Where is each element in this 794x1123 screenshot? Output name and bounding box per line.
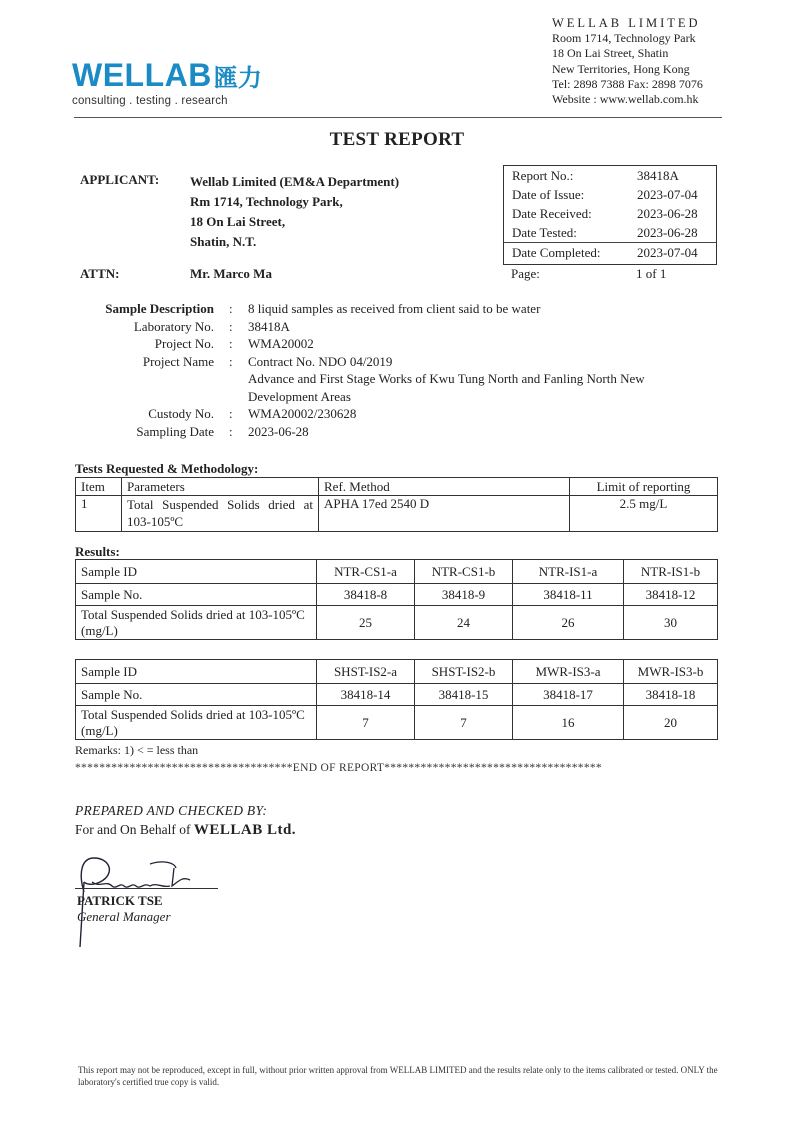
sampling-date-label: Sampling Date [136, 423, 214, 439]
table-row [76, 560, 718, 584]
method-cell: APHA 17ed 2540 D [319, 496, 570, 532]
applicant-label: APPLICANT: [80, 172, 160, 187]
date-issue-row [504, 187, 716, 206]
parameter-cell: Total Suspended Solids dried at 103-105ºC [122, 496, 319, 532]
sample-no-cell: 38418-18 [624, 684, 718, 706]
project-no-label: Project No. [154, 336, 214, 351]
table-row [76, 660, 718, 684]
result-value-cell: 30 [624, 606, 718, 640]
signatory-name: PATRICK TSE [77, 893, 163, 908]
sample-no-cell: 38418-8 [317, 584, 415, 606]
date-received-row [504, 206, 716, 225]
row-label: Sample No. [76, 584, 317, 606]
address-line: New Territories, Hong Kong [552, 61, 690, 76]
company-name: WELLAB LIMITED [552, 16, 701, 30]
date-completed-label: Date Completed: [512, 245, 601, 260]
signature-line [75, 888, 218, 889]
colon: : [229, 353, 233, 369]
date-issue-value: 2023-07-04 [637, 187, 698, 202]
custody-no-value: WMA20002/230628 [248, 406, 357, 421]
table-header-row [76, 478, 718, 496]
page-value: 1 of 1 [636, 266, 667, 281]
sample-id-cell: SHST-IS2-b [415, 660, 513, 684]
date-completed-row [504, 245, 716, 264]
report-box-divider [504, 242, 716, 243]
row-label: Sample ID [76, 660, 317, 684]
result-value-cell: 16 [513, 706, 624, 740]
applicant-line: 18 On Lai Street, [190, 214, 286, 229]
result-value-cell: 7 [415, 706, 513, 740]
prepared-by-label: PREPARED AND CHECKED BY: [75, 803, 268, 818]
results-table-2 [75, 659, 718, 740]
date-issue-label: Date of Issue: [512, 187, 585, 202]
results-heading: Results: [75, 544, 120, 559]
project-name-line: Advance and First Stage Works of Kwu Tung North and Fanling North New [248, 371, 645, 386]
header-parameters: Parameters [122, 478, 319, 496]
on-behalf-line [75, 822, 296, 839]
table-row [76, 584, 718, 606]
logo-wordmark: WELLAB [72, 57, 212, 93]
sample-no-cell: 38418-12 [624, 584, 718, 606]
lab-no-label: Laboratory No. [133, 318, 214, 334]
sample-desc-label: Sample Description [105, 301, 214, 316]
sample-no-cell: 38418-9 [415, 584, 513, 606]
applicant-line: Wellab Limited (EM&A Department) [190, 174, 400, 189]
address-line: Website : www.wellab.com.hk [552, 92, 699, 107]
result-value-cell: 24 [415, 606, 513, 640]
results-table-1 [75, 559, 718, 640]
company-address [552, 16, 703, 107]
logo-chinese: 匯力 [213, 64, 262, 92]
report-no-label: Report No.: [512, 168, 574, 183]
sample-id-cell: NTR-IS1-b [624, 560, 718, 584]
project-no-value: WMA20002 [248, 336, 314, 351]
header-limit: Limit of reporting [570, 478, 718, 496]
colon: : [229, 301, 233, 316]
colon: : [229, 318, 233, 334]
date-received-label: Date Received: [512, 206, 592, 221]
header-divider [74, 117, 722, 118]
on-behalf-company: WELLAB Ltd. [193, 822, 297, 838]
row-label: Total Suspended Solids dried at 103-105ºC (mg/L) [76, 606, 317, 640]
company-logo [72, 58, 262, 107]
signatory-title: General Manager [77, 909, 171, 924]
table-row [76, 496, 718, 532]
remarks: Remarks: 1) < = less than [75, 743, 199, 757]
result-value-cell: 26 [513, 606, 624, 640]
report-no-value: 38418A [637, 168, 679, 183]
footer-disclaimer: This report may not be reproduced, except in full, without prior written approval from WELLAB LIMITED and the results relate only to the items calibrated or tested. ONLY the laboratory's certified true copy is valid. [78, 1065, 718, 1087]
project-name-line: Development Areas [248, 388, 351, 404]
sampling-date-value: 2023-06-28 [248, 423, 309, 439]
table-row [76, 706, 718, 740]
colon: : [229, 336, 233, 351]
sample-no-cell: 38418-17 [513, 684, 624, 706]
page-label: Page: [511, 266, 540, 281]
address-line: 18 On Lai Street, Shatin [552, 46, 669, 61]
applicant-line: Rm 1714, Technology Park, [190, 194, 343, 209]
report-info-box [503, 165, 717, 265]
sample-details [0, 300, 794, 440]
sample-id-cell: NTR-CS1-a [317, 560, 415, 584]
custody-no-label: Custody No. [148, 406, 214, 421]
colon: : [229, 423, 233, 439]
sample-id-cell: SHST-IS2-a [317, 660, 415, 684]
applicant-line: Shatin, N.T. [190, 234, 257, 249]
tests-heading: Tests Requested & Methodology: [75, 461, 259, 476]
header-ref-method: Ref. Method [319, 478, 570, 496]
sample-id-cell: NTR-IS1-a [513, 560, 624, 584]
header-item: Item [76, 478, 122, 496]
tests-table [75, 477, 718, 532]
project-name-line: Contract No. NDO 04/2019 [248, 353, 393, 369]
address-line: Tel: 2898 7388 Fax: 2898 7076 [552, 76, 703, 91]
row-label: Total Suspended Solids dried at 103-105ºC (mg/L) [76, 706, 317, 740]
colon: : [229, 406, 233, 421]
sample-id-cell: NTR-CS1-b [415, 560, 513, 584]
attn-label: ATTN: [80, 266, 120, 281]
project-name-label: Project Name [142, 353, 214, 369]
lab-no-value: 38418A [248, 318, 290, 334]
logo-tagline: consulting . testing . research [72, 95, 228, 107]
row-label: Sample ID [76, 560, 317, 584]
date-completed-value: 2023-07-04 [637, 245, 698, 260]
date-tested-label: Date Tested: [512, 225, 577, 240]
result-value-cell: 7 [317, 706, 415, 740]
result-value-cell: 20 [624, 706, 718, 740]
limit-cell: 2.5 mg/L [570, 496, 718, 532]
sample-desc-value: 8 liquid samples as received from client said to be water [248, 301, 541, 316]
date-tested-value: 2023-06-28 [637, 225, 698, 240]
item-cell: 1 [76, 496, 122, 532]
table-row [76, 606, 718, 640]
sample-no-cell: 38418-14 [317, 684, 415, 706]
table-row [76, 684, 718, 706]
page-title: TEST REPORT [329, 129, 465, 150]
sample-no-cell: 38418-15 [415, 684, 513, 706]
sample-no-cell: 38418-11 [513, 584, 624, 606]
date-received-value: 2023-06-28 [637, 206, 698, 221]
attn-name: Mr. Marco Ma [190, 266, 272, 281]
report-no-row [504, 168, 716, 187]
address-line: Room 1714, Technology Park [552, 31, 696, 46]
row-label: Sample No. [76, 684, 317, 706]
result-value-cell: 25 [317, 606, 415, 640]
sample-id-cell: MWR-IS3-b [624, 660, 718, 684]
end-of-report: ************************************END OF REPORT************************************ [75, 762, 602, 774]
sample-id-cell: MWR-IS3-a [513, 660, 624, 684]
on-behalf-prefix: For and On Behalf of [75, 822, 194, 837]
applicant-block [190, 172, 399, 252]
